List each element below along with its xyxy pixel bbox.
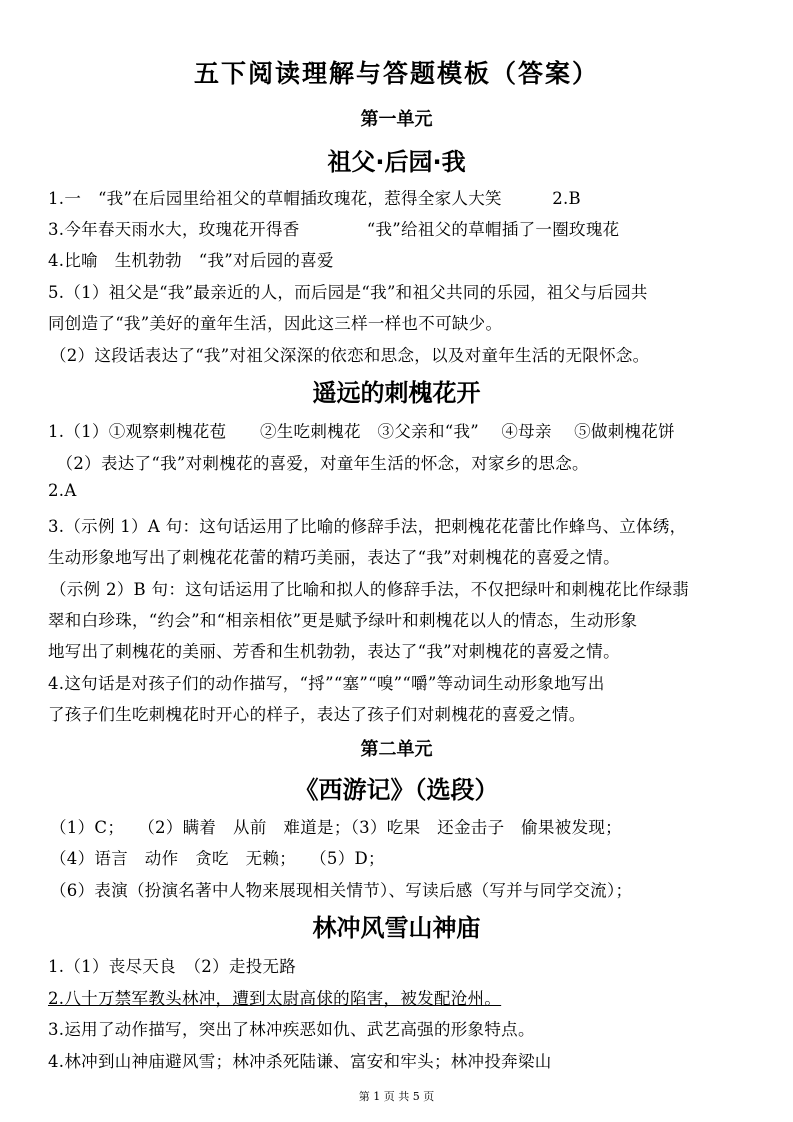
section-title-2: 遥远的刺槐花开: [312, 379, 481, 407]
answer-line: （示例 2）B 句：这句话运用了比喻和拟人的修辞手法，不仅把绿叶和刺槐花比作绿翡: [50, 580, 690, 599]
answer-line: 同创造了“我”美好的童年生活，因此这三样一样也不可缺少。: [48, 314, 503, 333]
answer-line: 翠和白珍珠，“约会”和“相亲相依”更是赋予绿叶和刺槐花以人的情态，生动形象: [48, 611, 638, 630]
answer-line: 生动形象地写出了刺槐花花蕾的精巧美丽，表达了“我”对刺槐花的喜爱之情。: [48, 548, 620, 567]
answer-line: 3.（示例 1）A 句：这句话运用了比喻的修辞手法，把刺槐花花蕾比作蜂鸟、立体绣，: [48, 517, 687, 536]
answer-line: 3.运用了动作描写，突出了林冲疾恶如仇、武艺高强的形象特点。: [48, 1020, 535, 1039]
unit-heading-1: 第一单元: [360, 109, 433, 130]
answer-line: 1.（1）丧尽天良 （2）走投无路: [48, 957, 297, 976]
section-title-4: 林冲风雪山神庙: [312, 914, 481, 942]
answer-line: 4.这句话是对孩子们的动作描写，“捋”“塞”“嗅”“嚼”等动词生动形象地写出: [48, 674, 605, 693]
answer-line: 2.A: [48, 481, 77, 500]
answer-line: 4.比喻 生机勃勃 “我”对后园的喜爱: [48, 251, 334, 270]
page-footer: 第 1 页 共 5 页: [358, 1090, 435, 1103]
answer-line: （6）表演（扮演名著中人物来展现相关情节）、写读后感（写并与同学交流）；: [50, 881, 633, 900]
answer-line: 地写出了刺槐花的美丽、芳香和生机勃勃，表达了“我”对刺槐花的喜爱之情。: [48, 642, 620, 661]
page-title: 五下阅读理解与答题模板（答案）: [193, 59, 599, 88]
answer-line: （2）表达了“我”对刺槐花的喜爱，对童年生活的怀念，对家乡的思念。: [48, 454, 589, 473]
answer-line: 3.今年春天雨水大，玫瑰花开得香 “我”给祖父的草帽插了一圈玫瑰花: [48, 220, 620, 239]
answer-line: 5.（1）祖父是“我”最亲近的人，而后园是“我”和祖父共同的乐园，祖父与后园共: [48, 283, 648, 302]
unit-heading-2: 第二单元: [360, 739, 433, 760]
answer-line: （1）C； （2）瞒着 从前 难道是；（3）吃果 还金击子 偷果被发现；: [50, 818, 622, 837]
answer-line: （2）这段话表达了“我”对祖父深深的依恋和思念，以及对童年生活的无限怀念。: [50, 346, 650, 365]
answer-line: （4）语言 动作 贪吃 无赖； （5）D；: [50, 849, 385, 868]
answer-line: 1.一 “我”在后园里给祖父的草帽插玫瑰花，惹得全家人大笑 2.B: [48, 189, 581, 208]
answer-line: 4.林冲到山神庙避风雪；林冲杀死陆谦、富安和牢头；林冲投奔梁山: [48, 1052, 552, 1071]
answer-line: 了孩子们生吃刺槐花时开心的样子，表达了孩子们对刺槐花的喜爱之情。: [48, 705, 586, 724]
section-title-1: 祖父·后园·我: [327, 148, 466, 176]
answer-line: 2.八十万禁军教头林冲，遭到太尉高俅的陷害，被发配沧州。: [48, 989, 502, 1008]
section-title-3: 《西游记》（选段）: [294, 776, 499, 804]
answer-line: 1.（1）①观察刺槐花苞 ②生吃刺槐花 ③父亲和“我” ④母亲 ⑤做刺槐花饼: [48, 422, 675, 441]
